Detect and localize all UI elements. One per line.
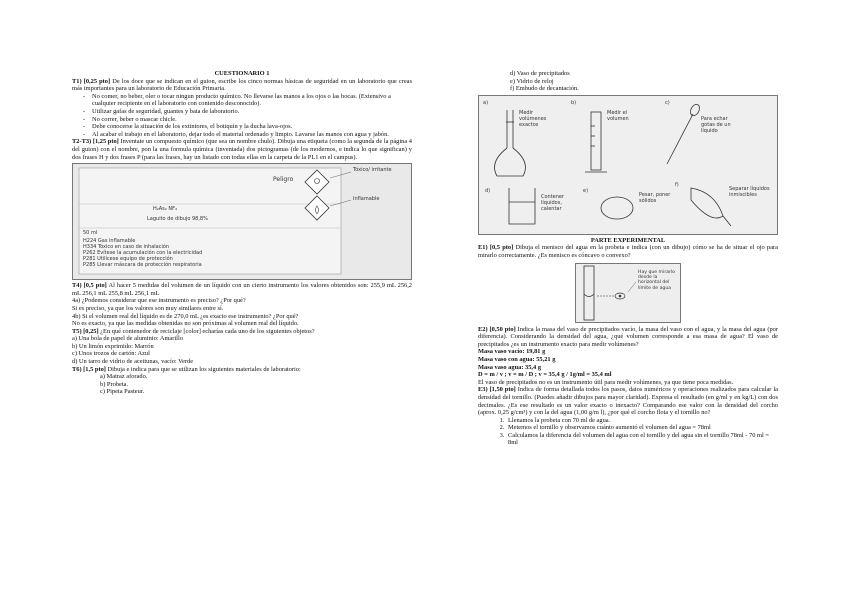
e1-text: Dibuja el menisco del agua en la probeta e indica (con un dibujo) cómo se ha de situar el ojo para mirarlo correctamente. ¿Es menisco es cóncavo o convexo? [478, 244, 779, 259]
label-word: Peligro [273, 176, 294, 184]
t6-item: d) Vaso de precipitados [510, 70, 570, 77]
e2-line: Masa vaso vacío: 19,81 g [478, 348, 546, 356]
list-item: - No correr, beber o mascar chicle. [92, 116, 412, 124]
question-t4 [72, 282, 412, 297]
cylinder-icon [584, 266, 594, 320]
t1-head: T1) [0,25 pto] [72, 77, 111, 85]
e3-text: Indica de forma detallada todos los pasos, datos numéricos y operaciones realizados para calcular la densidad del tornillo. (Puedes añadir dibujos para mayor claridad). Expresa el resultado (en g/ml y en kg/L) con dos decimales. ¿Es ese resultado es un valor exacto o inexacto? Comparando ese valor con la densidad del corcho (aprox. 0,25 g/cm³) y con la del agua (1,00 g/m l), ¿por qué el corcho flota y el tornillo no? [478, 386, 778, 417]
material-letter: c) [665, 99, 670, 106]
question-e1 [478, 244, 778, 259]
label-formula: H₂As₂ NF₄ [153, 206, 178, 213]
t6-text: Dibuja e indica para que se utilizan los siguientes materiales de laboratorio: [105, 365, 301, 373]
section-title: PARTE EXPERIMENTAL [590, 236, 666, 244]
label-phrase: P262 Evítese la acumulación con la electricidad [83, 250, 203, 257]
t6-head: T6) [1,5 pto] [72, 365, 106, 373]
material-note: Medir el volumen [607, 109, 629, 122]
label-phrase: P281 Utilícese equipo de protección [83, 256, 173, 263]
question-e2 [478, 326, 778, 349]
beaker-icon [509, 188, 535, 224]
t2-head: T2-T3) [1,25 pto] [72, 138, 119, 146]
materials-photo [478, 95, 778, 235]
t4-question-b: 4b) Si el volumen real del líquido es de 270,0 mL ¿es exacto ese instrumento? ¿Por qué? [72, 312, 299, 320]
t1-text: De los doce que se indican en el guion, escribe los cinco normas básicas de seguridad en un laboratorio que creas más importantes para un laboratorio de Educación Primaria. [72, 77, 412, 93]
t6-item: e) Vidrio de reloj [510, 77, 554, 85]
e2-line: D = m / v ; v = m / D ; v = 35,4 g / 1g/ml = 35,4 ml [478, 371, 612, 379]
document-title: CUESTIONARIO 1 [214, 70, 270, 77]
question-t1 [72, 78, 412, 93]
label-photo [72, 163, 412, 280]
list-item: - Debe conocerse la situación de los extintores, el botiquín y la ducha lava-ojos. [92, 123, 412, 131]
e2-line: Masa vaso agua: 35,4 g [478, 363, 542, 371]
material-letter: d) [485, 187, 491, 194]
material-letter: e) [583, 187, 589, 194]
meniscus-note: Hay que mirarlo desde la horizontal del límite de agua [638, 269, 675, 291]
right-column [478, 70, 778, 447]
e3-steps [478, 417, 778, 447]
material-letter: f) [675, 181, 679, 188]
t4-answer-b: No es exacto, ya que las medidas obtenidas no son próximas al volumen real del líquido. [72, 320, 299, 328]
question-t2 [72, 138, 412, 161]
label-phrases [83, 238, 283, 268]
separatory-funnel-icon [691, 188, 731, 226]
label-phrase: H224 Gas inflamable [83, 238, 136, 245]
t4-question-a: 4a) ¿Podemos considerar que ese instrumento es preciso? ¿Por qué? [72, 297, 246, 305]
t6-item: a) Matraz aforado. [100, 373, 148, 381]
question-t5 [72, 328, 412, 336]
material-note: Medir volúmenes exactos [519, 109, 547, 128]
e2-text: Indica la masa del vaso de precipitados vacío, la masa del vaso con el agua, y la masa del agua (por diferencia). Considerando la densidad del agua, ¿qué volumen corresponde a esa masa de agua? El vaso de precipitados ¿es un instrumento exacto para medir volúmenes? [478, 325, 778, 348]
material-note: Contener líquidos, calentar [541, 193, 565, 212]
list-item: - Al acabar el trabajo en el laboratorio, dejar todo el material ordenado y limpio. Lavarse las manos con agua y jabón. [92, 131, 412, 139]
t6-item: c) Pipeta Pasteur. [100, 388, 145, 396]
t4-head: T4) [0,5 pto] [72, 282, 107, 290]
t5-item: a) Una bola de papel de aluminio: Amarillo [72, 335, 183, 343]
material-letter: a) [483, 99, 489, 106]
list-item: 2. Metemos el tornillo y observamos cuánto aumentó el volumen del agua = 78ml [506, 424, 778, 432]
t5-item: b) Un limón exprimido: Marrón [72, 342, 154, 350]
material-note: Pesar, poner sólidos [639, 191, 671, 204]
t6-item: b) Probeta. [100, 380, 129, 388]
question-t6 [72, 366, 412, 374]
list-item: 3. Calculamos la diferencia del volumen del agua con el tornillo y del agua sin el tornillo 78ml - 70 ml = 8ml [506, 432, 778, 447]
pasteur-pipette-icon [667, 103, 701, 164]
material-note: Para echar gotas de un líquido [701, 115, 731, 134]
material-letter: b) [571, 99, 577, 106]
list-item: 1. Llenamos la probeta con 70 ml de agua. [506, 417, 778, 425]
e1-head: E1) [0,5 pto] [478, 244, 514, 252]
meniscus-icon [584, 294, 594, 297]
t5-item: c) Unos trozos de cartón: Azul [72, 350, 150, 358]
label-tag-1: Tóxico/ irritante [353, 167, 392, 174]
e2-head: E2) [0,50 pto] [478, 325, 516, 333]
meniscus-photo [575, 263, 681, 323]
watch-glass-icon [601, 197, 633, 219]
t4-answer-a: Si es preciso, ya que los valores son muy similares entre sí. [72, 304, 224, 312]
e2-conclusion: El vaso de precipitados no es un instrumento útil para medir volúmenes, ya que tiene poca medidas. [478, 378, 734, 386]
label-compound-name: Laguito de dibujo 98,8% [147, 216, 208, 223]
left-column [72, 70, 412, 396]
t2-text: Inventate un compuesto químico (que sea un nombre chulo). Dibuja una etiqueta (como la segunda de la página 4 del guion) con el nombre, pon la una formula química (inventada) dos pictogramas (de los modernos, e indica lo que significan) y dos frases H y dos frases P (para las frases, hay un listado con todas ellas en la carpeta de la PL1 en el campus). [72, 138, 413, 161]
e2-line: Masa vaso con agua: 55,21 g [478, 355, 556, 363]
label-phrase: P285 Llevar máscara de protección respiratoria [83, 262, 202, 269]
t6-item: f) Embudo de decantación. [510, 85, 579, 93]
t4-text: Al hacer 5 medidas del volumen de un líquido con un cierto instrumento los valores obtenidos son: 255,9 mL 256,2 mL 256,1 mL 255,8 mL 256,1 mL [72, 282, 412, 297]
material-note: Separar líquidos inmiscibles [729, 185, 770, 198]
label-volume: 50 ml [83, 230, 98, 237]
list-item: - Utilizar gafas de seguridad, guantes y bata de laboratorio. [92, 108, 412, 116]
list-item: - No comer, no beber, oler o tocar ningun producto químico. No llevarse las manos a los ojos o las bocas. (Extensivo a cualquier recipiente en el laboratorio con contenido desconocido). [92, 93, 412, 108]
t5-text: ¿En qué contenedor de reciclaje [color] echarías cada uno de los siguientes objetos? [98, 327, 315, 335]
graduated-cylinder-icon [585, 112, 607, 172]
question-e3 [478, 386, 778, 416]
label-tag-2: Inflamable [353, 196, 380, 203]
t5-item: d) Un tarro de vidrio de aceitunas, vacío: Verde [72, 358, 194, 366]
label-phrase: H334 Tóxico en caso de inhalación [83, 244, 170, 251]
e3-head: E3) [1,50 pto] [478, 386, 516, 394]
t1-list [72, 93, 412, 139]
t5-head: T5) [0,25] [72, 327, 99, 335]
